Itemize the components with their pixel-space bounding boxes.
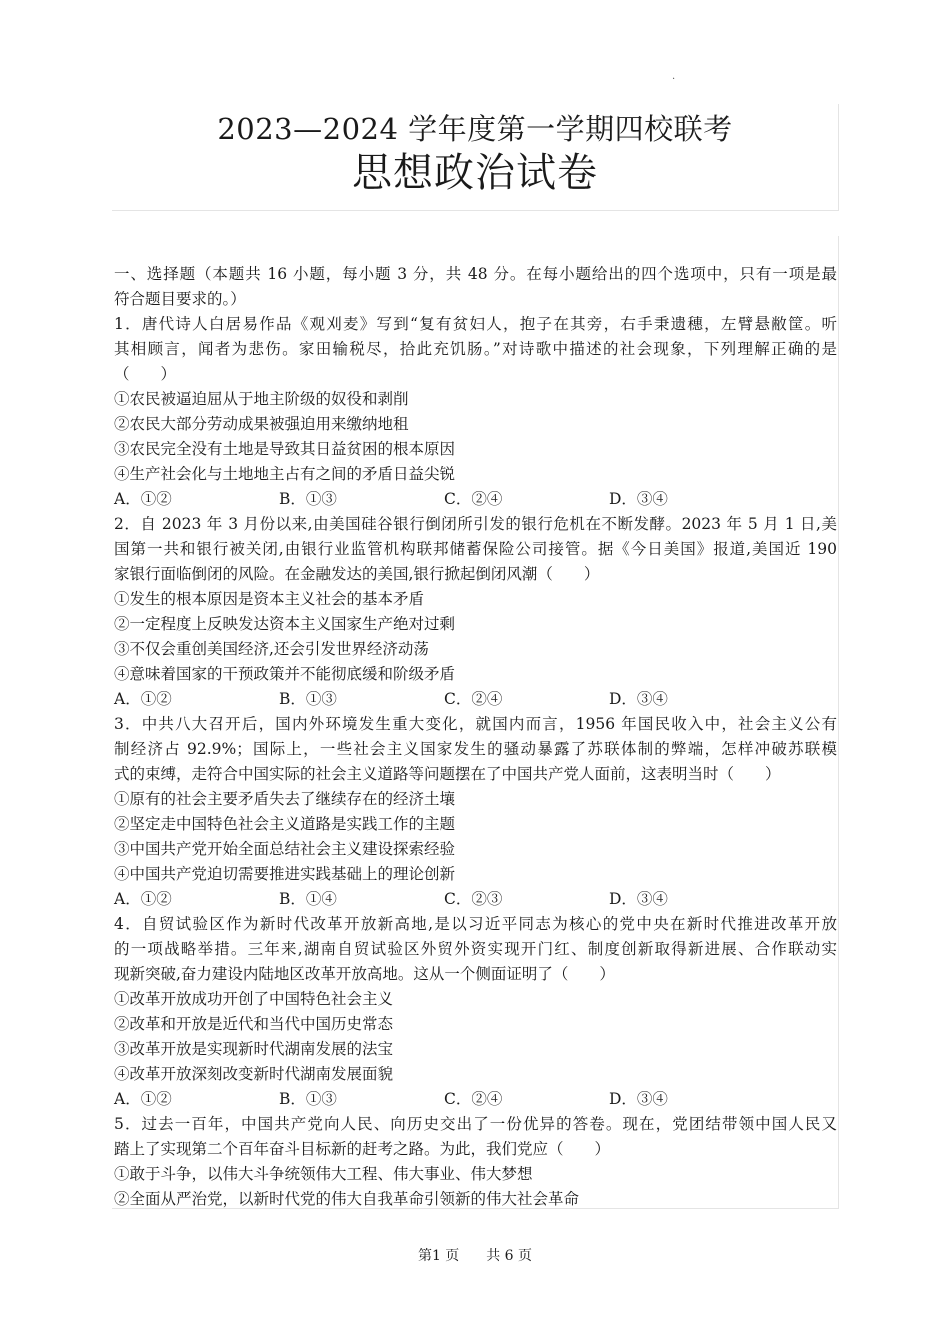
answer-option[interactable]: C．②④ [444,490,503,508]
statement: ②一定程度上反映发达资本主义国家生产绝对过剩 [114,615,456,633]
statement: ④意味着国家的干预政策并不能彻底缓和阶级矛盾 [114,665,456,683]
answer-option[interactable]: B．①④ [279,890,337,908]
answer-options [114,687,837,712]
question [114,712,837,912]
question-stem-line: 式的束缚，走符合中国实际的社会主义道路等问题摆在了中国共产党人面前，这表明当时（ ） [114,765,781,783]
statement: ①发生的根本原因是资本主义社会的基本矛盾 [114,590,425,608]
subject-title: 思想政治试卷 [352,150,598,196]
answer-option[interactable]: B．①③ [279,1090,337,1108]
exam-title: 2023—2024 学年度第一学期四校联考 [217,112,733,146]
question [114,912,837,1112]
answer-option[interactable]: D．③④ [609,890,668,908]
question [114,312,837,512]
answer-options [114,1087,837,1112]
answer-options [114,887,837,912]
answer-option[interactable]: D．③④ [609,690,668,708]
section-instructions: 一、选择题（本题共 16 小题，每小题 3 分，共 48 分。在每小题给出的四个选项中，只有一项是最 [114,265,837,283]
question-content [114,262,837,1212]
question-stem-line: 现新突破,奋力建设内陆地区改革开放高地。这从一个侧面证明了（ ） [114,965,615,983]
statement: ②全面从严治党，以新时代党的伟大自我革命引领新的伟大社会革命 [114,1190,580,1208]
answer-option[interactable]: D．③④ [609,1090,668,1108]
question-list [114,312,837,1212]
answer-options [114,487,837,512]
statement: ②坚定走中国特色社会主义道路是实践工作的主题 [114,815,456,833]
statement: ④改革开放深刻改变新时代湖南发展面貌 [114,1065,394,1083]
question-stem-line: 3．中共八大召开后，国内外环境发生重大变化，就国内而言，1956 年国民收入中，社会主义公有 [114,715,837,733]
answer-option[interactable]: A．①② [114,1090,172,1108]
statement: ①原有的社会主要矛盾失去了继续存在的经济土壤 [114,790,456,808]
statement: ③改革开放是实现新时代湖南发展的法宝 [114,1040,394,1058]
statement: ④中国共产党迫切需要推进实践基础上的理论创新 [114,865,456,883]
statement: ②改革和开放是近代和当代中国历史常态 [114,1015,394,1033]
question [114,512,837,712]
page-total: 共 6 页 [486,1248,533,1264]
statement: ②农民大部分劳动成果被强迫用来缴纳地租 [114,415,409,433]
statement: ③中国共产党开始全面总结社会主义建设探索经验 [114,840,456,858]
question-stem-line: 2．自 2023 年 3 月份以来,由美国硅谷银行倒闭所引发的银行危机在不断发酵。2023 年 5 月 1 日,美 [114,515,837,533]
question-stem-line: 的一项战略举措。三年来,湖南自贸试验区外贸外资实现开门红、制度创新取得新进展、合作联动实 [114,940,837,958]
question-stem-line: （ ） [114,365,177,383]
question-stem-line: 1．唐代诗人白居易作品《观刈麦》写到“复有贫妇人，抱子在其旁，右手秉遗穗，左臂悬敝筐。听 [114,315,837,333]
answer-option[interactable]: B．①③ [279,490,337,508]
question-stem-line: 5．过去一百年，中国共产党向人民、向历史交出了一份优异的答卷。现在，党团结带领中国人民又 [114,1115,837,1133]
answer-option[interactable]: C．②④ [444,690,503,708]
top-dot: . [672,71,676,82]
answer-option[interactable]: C．②③ [444,890,503,908]
answer-option[interactable]: B．①③ [279,690,337,708]
statement: ④生产社会化与土地地主占有之间的矛盾日益尖锐 [114,465,456,483]
statement: ③农民完全没有土地是导致其日益贫困的根本原因 [114,440,456,458]
question-stem-line: 踏上了实现第二个百年奋斗目标新的赶考之路。为此，我们党应（ ） [114,1140,611,1158]
question-stem-line: 国第一共和银行被关闭,由银行业监管机构联邦储蓄保险公司接管。据《今日美国》报道,美国近 190 [114,540,837,558]
answer-option[interactable]: A．①② [114,490,172,508]
answer-option[interactable]: D．③④ [609,490,668,508]
question-stem-line: 其相顾言，闻者为悲伤。家田输税尽，拾此充饥肠。”对诗歌中描述的社会现象，下列理解正确的是 [114,340,837,358]
question-stem-line: 家银行面临倒闭的风险。在金融发达的美国,银行掀起倒闭风潮（ ） [114,565,600,583]
answer-option[interactable]: A．①② [114,890,172,908]
statement: ①改革开放成功开创了中国特色社会主义 [114,990,394,1008]
answer-option[interactable]: A．①② [114,690,172,708]
question-stem-line: 制经济占 92.9%；国际上，一些社会主义国家发生的骚动暴露了苏联体制的弊端，怎样冲破苏联模 [114,740,837,758]
section-instructions-cont: 符合题目要求的。） [114,290,246,308]
page-number: 第1 页 [417,1248,460,1264]
statement: ①农民被逼迫屈从于地主阶级的奴役和剥削 [114,390,409,408]
question-stem-line: 4．自贸试验区作为新时代改革开放新高地,是以习近平同志为核心的党中央在新时代推进改革开放 [114,915,837,933]
statement: ①敢于斗争，以伟大斗争统领伟大工程、伟大事业、伟大梦想 [114,1165,533,1183]
page-footer [0,1246,950,1266]
question [114,1112,837,1212]
statement: ③不仅会重创美国经济,还会引发世界经济动荡 [114,640,429,658]
answer-option[interactable]: C．②④ [444,1090,503,1108]
